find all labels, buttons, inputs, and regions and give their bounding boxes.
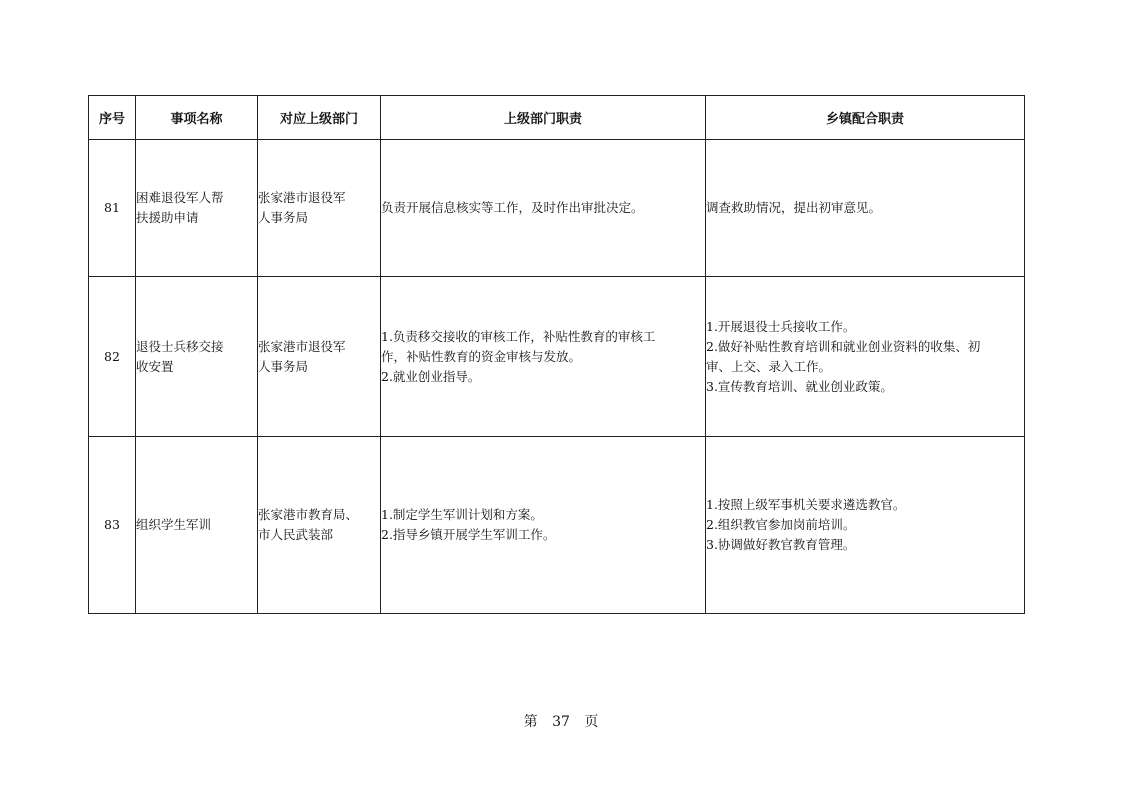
row-number: 83 [89,437,136,614]
town-duty-cell [706,437,1025,614]
table-row [89,437,1025,614]
town-duty-line: 审、上交、录入工作。 [706,358,832,374]
upper-duty-cell [381,277,706,437]
upper-duty-line: 2.指导乡镇开展学生军训工作。 [381,527,556,542]
header-no: 序号 [89,96,136,140]
department-line: 市人民武装部 [258,527,334,542]
item-name-cell [136,437,258,614]
department-line: 人事务局 [258,358,309,374]
table-row [89,140,1025,277]
item-name-line: 困难退役军人帮 [136,190,224,205]
town-duty-line: 调查救助情况，提出初审意见。 [706,200,882,215]
town-duty-line: 2.组织教官参加岗前培训。 [706,517,856,532]
item-name-line: 扶援助申请 [136,210,199,225]
responsibility-table [88,95,1025,614]
town-duty-line: 3.宣传教育培训、就业创业政策。 [706,378,893,394]
page-footer [0,711,1122,731]
page-number: 37 [552,714,570,730]
item-name-cell [136,277,258,437]
page-suffix: 页 [584,714,599,730]
town-duty-line: 1.开展退役士兵接收工作。 [706,318,856,334]
town-duty-line: 2.做好补贴性教育培训和就业创业资料的收集、初 [706,338,981,354]
department-line: 张家港市退役军 [258,190,346,205]
department-cell [258,437,381,614]
town-duty-line: 3.协调做好教官教育管理。 [706,537,856,552]
department-line: 张家港市退役军 [258,338,346,354]
upper-duty-line: 1.制定学生军训计划和方案。 [381,507,543,522]
header-town-duty: 乡镇配合职责 [706,96,1025,140]
upper-duty-line: 负责开展信息核实等工作，及时作出审批决定。 [381,200,644,215]
row-number: 81 [89,140,136,277]
header-item-name: 事项名称 [136,96,258,140]
town-duty-cell [706,140,1025,277]
department-cell [258,277,381,437]
item-name-line: 收安置 [136,358,174,374]
upper-duty-line: 2.就业创业指导。 [381,368,481,384]
department-cell [258,140,381,277]
item-name-line: 退役士兵移交接 [136,338,224,354]
department-line: 人事务局 [258,210,309,225]
upper-duty-cell [381,140,706,277]
header-upper-duty: 上级部门职责 [381,96,706,140]
page-prefix: 第 [523,714,538,730]
town-duty-cell [706,277,1025,437]
department-line: 张家港市教育局、 [258,507,359,522]
town-duty-line: 1.按照上级军事机关要求遴选教官。 [706,497,906,512]
header-department: 对应上级部门 [258,96,381,140]
upper-duty-cell [381,437,706,614]
upper-duty-line: 1.负责移交接收的审核工作，补贴性教育的审核工 [381,328,656,344]
table-row [89,277,1025,437]
item-name-line: 组织学生军训 [136,517,212,532]
upper-duty-line: 作，补贴性教育的资金审核与发放。 [381,348,582,364]
row-number: 82 [89,277,136,437]
table-header-row [89,96,1025,140]
item-name-cell [136,140,258,277]
